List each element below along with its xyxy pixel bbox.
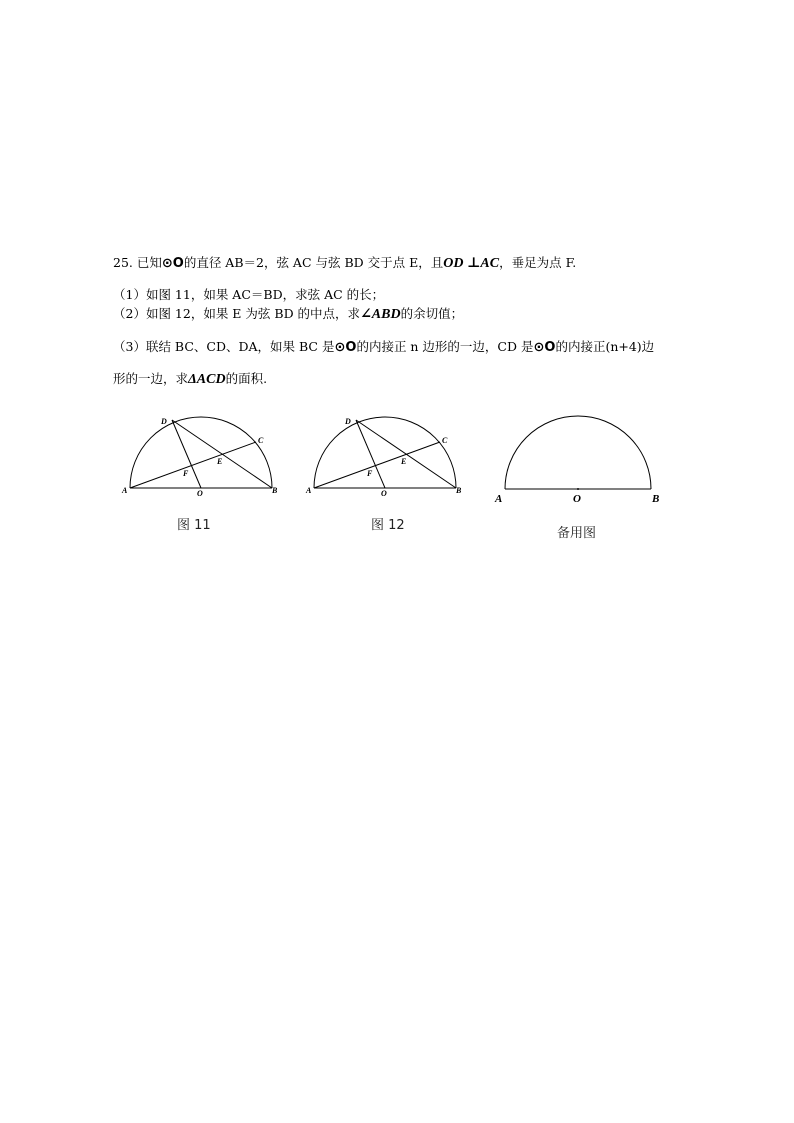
semicircle-arc (505, 416, 651, 489)
triangle-expression: ΔACD (188, 372, 226, 387)
problem-line-5 (113, 370, 267, 389)
point-label-e: E (401, 457, 407, 466)
chord-ac (130, 442, 256, 488)
problem-number: 25. 已知 (113, 255, 162, 270)
point-label-c: C (258, 436, 264, 445)
circle-o-symbol: ⊙O (334, 340, 357, 355)
figure-12 (302, 410, 472, 505)
point-label-o: O (381, 489, 387, 498)
problem-text: 的直径 AB＝2，弦 AC 与弦 BD 交于点 E，且 (183, 255, 444, 270)
point-label-e: E (217, 457, 223, 466)
problem-text: （3）联结 BC、CD、DA，如果 BC 是 (113, 339, 335, 354)
problem-text: 的面积. (225, 371, 268, 386)
perpendicular-expression: OD ⊥AC (443, 256, 500, 271)
point-label-a: A (306, 486, 312, 495)
problem-text: （2）如图 12，如果 E 为弦 BD 的中点，求 (113, 306, 361, 321)
figure-caption: 备用图 (557, 526, 597, 541)
point-label-d: D (161, 417, 167, 426)
problem-line-2: （1）如图 11，如果 AC＝BD，求弦 AC 的长； (113, 287, 385, 302)
point-label-a: A (122, 486, 128, 495)
center-dot (577, 488, 579, 490)
semicircle-arc (130, 417, 272, 488)
problem-text: ，垂足为点 F. (499, 255, 577, 270)
semicircle-arc (314, 417, 456, 488)
spare-figure (490, 410, 670, 510)
figure-caption: 图 12 (371, 518, 405, 533)
figure-caption: 图 11 (177, 518, 211, 533)
problem-line-1 (113, 254, 576, 273)
point-label-o: O (197, 489, 203, 498)
figure-11 (118, 410, 288, 505)
problem-line-3 (113, 305, 463, 324)
problem-text: 的余切值； (400, 306, 464, 321)
point-label-c: C (442, 436, 448, 445)
point-label-f: F (367, 469, 373, 478)
point-label-b: B (652, 493, 660, 505)
point-label-f: F (183, 469, 189, 478)
problem-line-4 (113, 338, 654, 357)
point-label-b: B (272, 486, 278, 495)
point-label-o: O (573, 493, 581, 505)
angle-expression: ∠ABD (360, 307, 401, 322)
problem-text: 的内接正(n+4)边 (555, 339, 655, 354)
point-label-d: D (345, 417, 351, 426)
circle-o-symbol: ⊙O (161, 256, 184, 271)
problem-text: 的内接正 n 边形的一边，CD 是 (356, 339, 534, 354)
problem-text: 形的一边，求 (113, 371, 189, 386)
chord-ac (314, 442, 440, 488)
point-label-a: A (495, 493, 503, 505)
circle-o-symbol: ⊙O (533, 340, 556, 355)
point-label-b: B (456, 486, 462, 495)
